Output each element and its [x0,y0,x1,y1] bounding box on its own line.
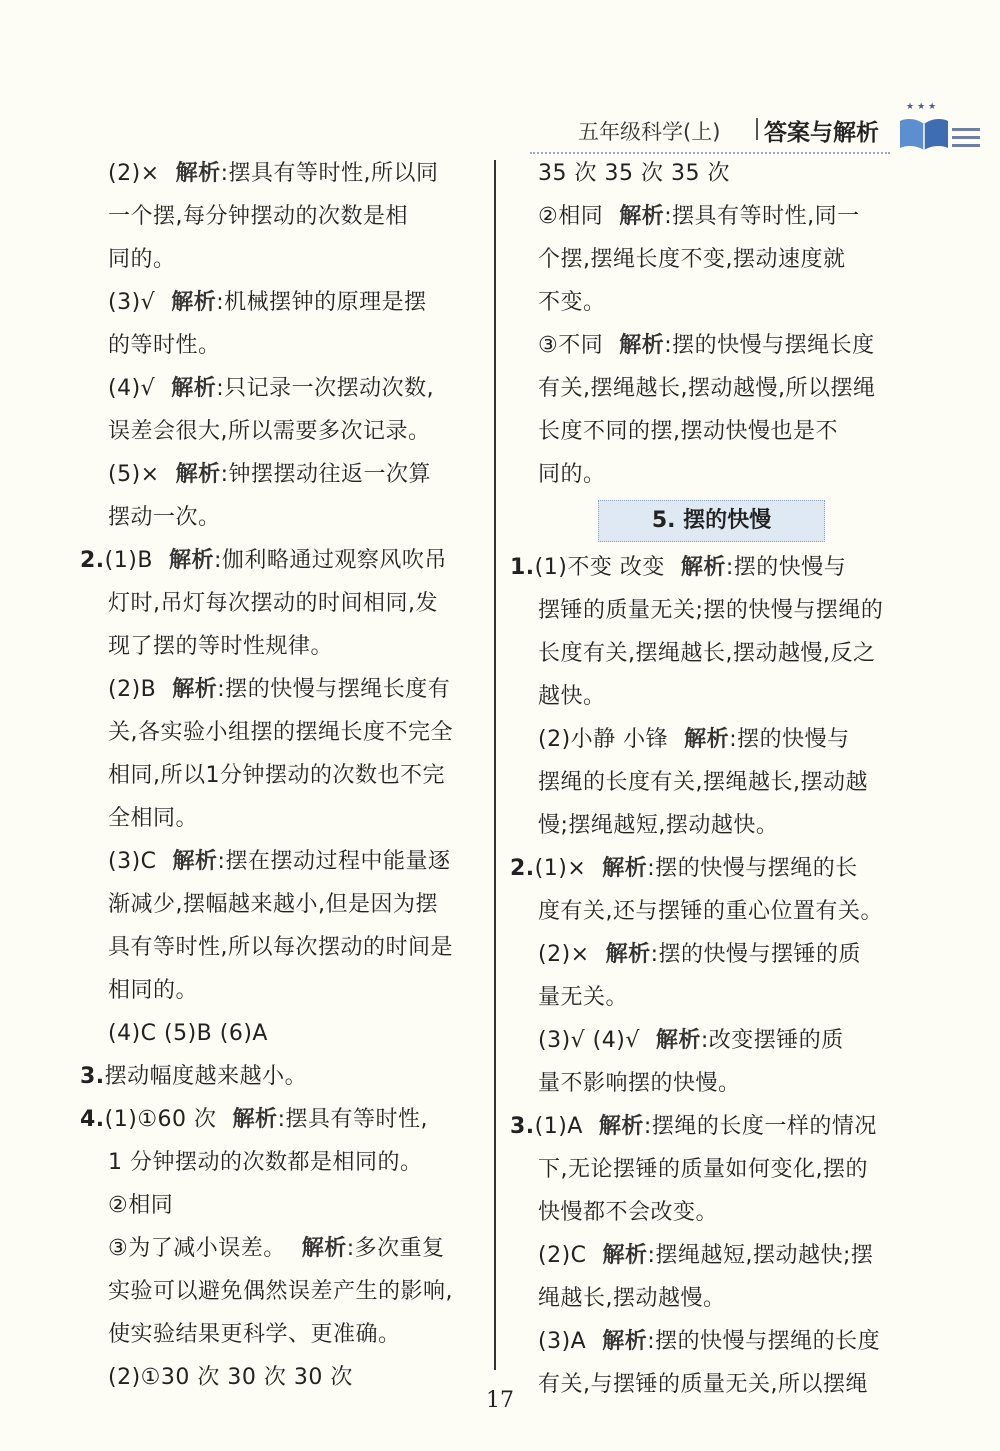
answer-line: 下,无论摆锤的质量如何变化,摆的 [538,1157,868,1182]
answer-line: (3)√ 解析:机械摆钟的原理是摆 [108,290,427,315]
answer-line: 全相同。 [108,806,199,831]
answer-line: ②相同 [108,1193,174,1218]
answer-line: ②相同 解析:摆具有等时性,同一 [538,204,860,229]
answer-line: 实验可以避免偶然误差产生的影响, [108,1279,453,1304]
answer-line: 绳越长,摆动越慢。 [538,1286,726,1311]
question-number: 2. [80,548,105,573]
column-divider [494,160,496,1370]
answer-line: 关,各实验小组摆的摆绳长度不完全 [108,720,453,745]
section-title: 5. 摆的快慢 [598,500,825,542]
header-section-title: 答案与解析 [764,120,879,146]
answer-line: 量不影响摆的快慢。 [538,1071,741,1096]
answer-line: 越快。 [538,684,606,709]
stars-icon: ★★★ [906,102,940,112]
answer-line: (2)× 解析:摆的快慢与摆锤的质 [538,942,862,967]
answer-line: (4)√ 解析:只记录一次摆动次数, [108,376,435,401]
answer-line: 现了摆的等时性规律。 [108,634,334,659]
answer-line: (2)B 解析:摆的快慢与摆绳长度有 [108,677,451,702]
answer-line: (2)C 解析:摆绳越短,摆动越快;摆 [538,1243,874,1268]
answer-line: 个摆,摆绳长度不变,摆动速度就 [538,247,846,272]
answer-line: 一个摆,每分钟摆动的次数是相 [108,204,408,229]
answer-line: 3.(1)A 解析:摆绳的长度一样的情况 [510,1114,877,1139]
answer-line: 相同,所以1分钟摆动的次数也不完 [108,763,445,788]
answer-line: 快慢都不会改变。 [538,1200,719,1225]
answer-line: 渐减少,摆幅越来越小,但是因为摆 [108,892,438,917]
answer-line: (2)× 解析:摆具有等时性,所以同 [108,161,439,186]
answer-line: 3.摆动幅度越来越小。 [80,1064,308,1089]
answer-line: (5)× 解析:钟摆摆动往返一次算 [108,462,432,487]
answer-line: 有关,与摆锤的质量无关,所以摆绳 [538,1372,868,1397]
answer-line: 同的。 [108,247,176,272]
right-column [510,152,920,1406]
answer-line: (3)√ (4)√ 解析:改变摆锤的质 [538,1028,844,1053]
left-column [80,152,485,1399]
answer-line: 误差会很大,所以需要多次记录。 [108,419,431,444]
answer-line: 度有关,还与摆锤的重心位置有关。 [538,899,883,924]
answer-line: 不变。 [538,290,606,315]
answer-line: 摆动一次。 [108,505,221,530]
answer-line: 35 次 35 次 35 次 [538,161,730,186]
answer-line: 4.(1)①60 次 解析:摆具有等时性, [80,1107,428,1132]
answer-line: 2.(1)B 解析:伽利略通过观察风吹吊 [80,548,447,573]
answer-line: ③不同 解析:摆的快慢与摆绳长度 [538,333,875,358]
answer-line: (2)①30 次 30 次 30 次 [108,1365,353,1390]
answer-line: 同的。 [538,462,606,487]
question-number: 4. [80,1107,105,1132]
answer-line: ③为了减小误差。 解析:多次重复 [108,1236,445,1261]
answer-line: 2.(1)× 解析:摆的快慢与摆绳的长 [510,856,858,881]
answer-line: 有关,摆绳越长,摆动越慢,所以摆绳 [538,376,876,401]
answer-line: 相同的。 [108,978,199,1003]
answer-line: (3)A 解析:摆的快慢与摆绳的长度 [538,1329,881,1354]
answer-line: 灯时,吊灯每次摆动的时间相同,发 [108,591,438,616]
header-lines-decoration [952,128,980,152]
question-number: 3. [510,1114,535,1139]
answer-line: (4)C (5)B (6)A [108,1021,268,1046]
answer-line: 量无关。 [538,985,629,1010]
answer-line: (2)小静 小锋 解析:摆的快慢与 [538,727,850,752]
question-number: 1. [510,555,535,580]
page-number: 17 [486,1388,514,1413]
answer-line: (3)C 解析:摆在摆动过程中能量逐 [108,849,451,874]
answer-line: 使实验结果更科学、更准确。 [108,1322,401,1347]
question-number: 3. [80,1064,105,1089]
answer-line: 1 分钟摆动的次数都是相同的。 [108,1150,423,1175]
header-subject: 五年级科学(上) [578,120,721,144]
answer-line: 长度不同的摆,摆动快慢也是不 [538,419,838,444]
answer-line: 慢;摆绳越短,摆动越快。 [538,813,779,838]
answer-line: 摆绳的长度有关,摆绳越长,摆动越 [538,770,868,795]
answer-line: 的等时性。 [108,333,221,358]
header-separator [756,118,758,140]
open-book-icon [898,112,950,152]
answer-line: 具有等时性,所以每次摆动的时间是 [108,935,453,960]
answer-line: 摆锤的质量无关;摆的快慢与摆绳的 [538,598,884,623]
question-number: 2. [510,856,535,881]
answer-line: 长度有关,摆绳越长,摆动越慢,反之 [538,641,876,666]
answer-line: 1.(1)不变 改变 解析:摆的快慢与 [510,555,847,580]
